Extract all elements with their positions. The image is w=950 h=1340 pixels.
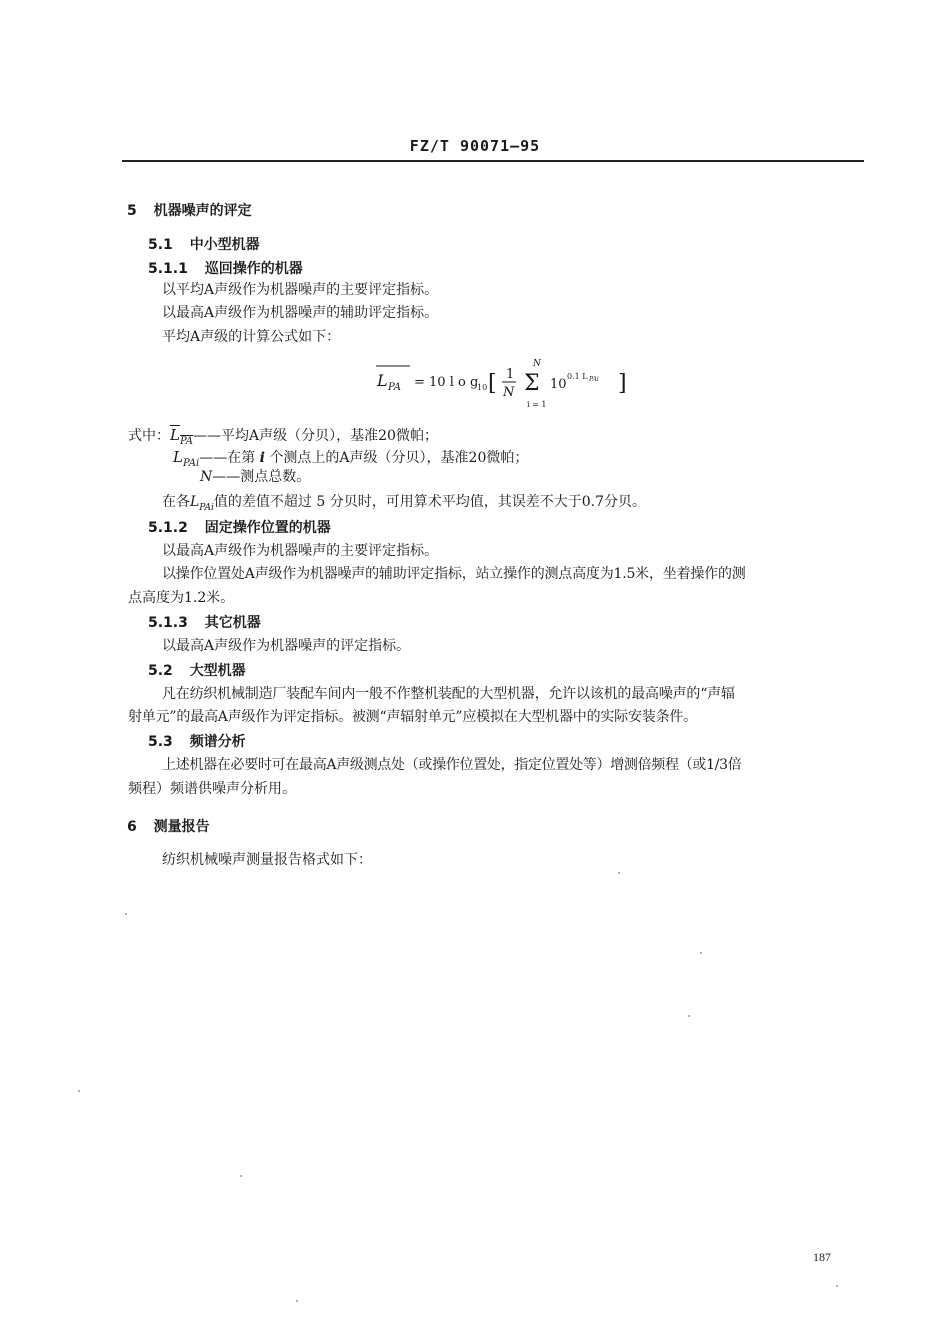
- def1-subscript: PA: [179, 435, 194, 447]
- section-number: 5.1: [148, 237, 173, 253]
- definition-3: [200, 467, 310, 487]
- fraction-denominator: N: [503, 385, 515, 400]
- scan-speck: [836, 1285, 838, 1287]
- exponent: 0.1 L: [567, 372, 588, 381]
- section-6-heading: [127, 816, 210, 836]
- paragraph: 凡在纺织机械制造厂装配车间内一般不作整机装配的大型机器，允许以该机的最高噪声的“声辐: [162, 686, 735, 702]
- section-title: 测量报告: [153, 819, 210, 835]
- log-base: 10: [477, 383, 488, 392]
- where-prefix: 式中：: [128, 428, 170, 444]
- section-title: 巡回操作的机器: [204, 261, 303, 277]
- sum-symbol: Σ: [524, 371, 540, 396]
- note-text-b: 值的差值不超过 5 分贝时，可用算术平均值，其误差不大于0.7分贝。: [213, 494, 646, 510]
- paragraph: 以最高A声级作为机器噪声的主要评定指标。: [162, 543, 439, 559]
- def1-symbol: $\overline{L}$: [170, 426, 180, 444]
- def2-index: i: [259, 450, 265, 466]
- formula-svg: [360, 352, 660, 414]
- section-title: 机器噪声的评定: [153, 203, 252, 219]
- paragraph: 以最高A声级作为机器噪声的辅助评定指标。: [162, 305, 439, 321]
- left-bracket: [: [488, 371, 497, 396]
- def2-subscript: PAi: [182, 457, 200, 469]
- section-5-1-2-heading: [148, 517, 331, 537]
- def3-symbol: N: [200, 469, 213, 485]
- scan-speck: [688, 1015, 690, 1017]
- section-title: 频谱分析: [189, 734, 246, 750]
- header-rule: [122, 160, 864, 162]
- paragraph: 射单元”的最高A声级作为评定指标。被测“声辐射单元”应模拟在大型机器中的实际安装条件。: [128, 709, 697, 725]
- difference-note: [162, 492, 646, 518]
- def3-text: ——测点总数。: [212, 469, 311, 485]
- page-number: 187: [813, 1250, 831, 1264]
- def2-symbol: L: [173, 448, 183, 466]
- paragraph: 以平均A声级作为机器噪声的主要评定指标。: [162, 282, 439, 298]
- section-5-1-heading: [148, 234, 260, 254]
- section-number: 5: [127, 203, 137, 219]
- average-a-level-formula: [360, 352, 660, 414]
- section-number: 5.2: [148, 663, 173, 679]
- note-text-a: 在各: [162, 494, 190, 510]
- section-number: 5.3: [148, 734, 173, 750]
- section-5-2-heading: [148, 660, 246, 680]
- lhs-subscript: PA: [388, 382, 402, 393]
- scan-speck: [125, 913, 127, 915]
- fraction-numerator: 1: [506, 367, 515, 382]
- section-number: 5.1.2: [148, 520, 188, 536]
- right-bracket: ]: [618, 371, 627, 396]
- scan-speck: [296, 1300, 298, 1302]
- section-5-3-heading: [148, 731, 246, 751]
- paragraph: 以最高A声级作为机器噪声的评定指标。: [162, 638, 411, 654]
- equals-log: = 10 l o g: [414, 375, 479, 390]
- paragraph: 点高度为1.2米。: [128, 590, 235, 606]
- paragraph: 平均A声级的计算公式如下：: [162, 329, 341, 345]
- scan-speck: [78, 1090, 80, 1092]
- section-number: 6: [127, 819, 137, 835]
- power-base: 10: [550, 377, 567, 392]
- section-title: 大型机器: [189, 663, 246, 679]
- paragraph: 上述机器在必要时可在最高A声级测点处（或操作位置处，指定位置处等）增测倍频程（或1/3倍: [162, 757, 742, 773]
- section-5-1-3-heading: [148, 612, 261, 632]
- section-title: 其它机器: [204, 615, 261, 631]
- standard-code: FZ/T 90071—95: [409, 137, 541, 155]
- paragraph: 频程）频谱供噪声分析用。: [128, 781, 296, 797]
- section-5-1-1-heading: [148, 258, 303, 278]
- def2-text-a: ——在第: [199, 450, 256, 466]
- section-5-heading: [127, 200, 252, 220]
- lhs-symbol: L: [377, 371, 388, 390]
- section-number: 5.1.3: [148, 615, 188, 631]
- section-number: 5.1.1: [148, 261, 188, 277]
- section-title: 固定操作位置的机器: [204, 520, 331, 536]
- section-title: 中小型机器: [189, 237, 260, 253]
- exponent-subscript: PAi: [589, 376, 599, 383]
- paragraph: 以操作位置处A声级作为机器噪声的辅助评定指标，站立操作的测点高度为1.5米，坐着操作的测: [162, 566, 746, 582]
- scan-speck: [700, 952, 702, 954]
- scan-speck: [618, 872, 620, 874]
- def2-text-b: 个测点上的A声级（分贝），基准20微帕；: [269, 450, 529, 466]
- def1-text: ——平均A声级（分贝），基准20微帕；: [193, 428, 438, 444]
- sum-lower-limit: i = 1: [527, 400, 547, 409]
- note-symbol: L: [190, 494, 200, 510]
- note-subscript: PAi: [199, 502, 214, 513]
- paragraph: 纺织机械噪声测量报告格式如下：: [162, 852, 372, 868]
- scan-speck: [240, 1175, 242, 1177]
- sum-upper-limit: N: [533, 359, 541, 369]
